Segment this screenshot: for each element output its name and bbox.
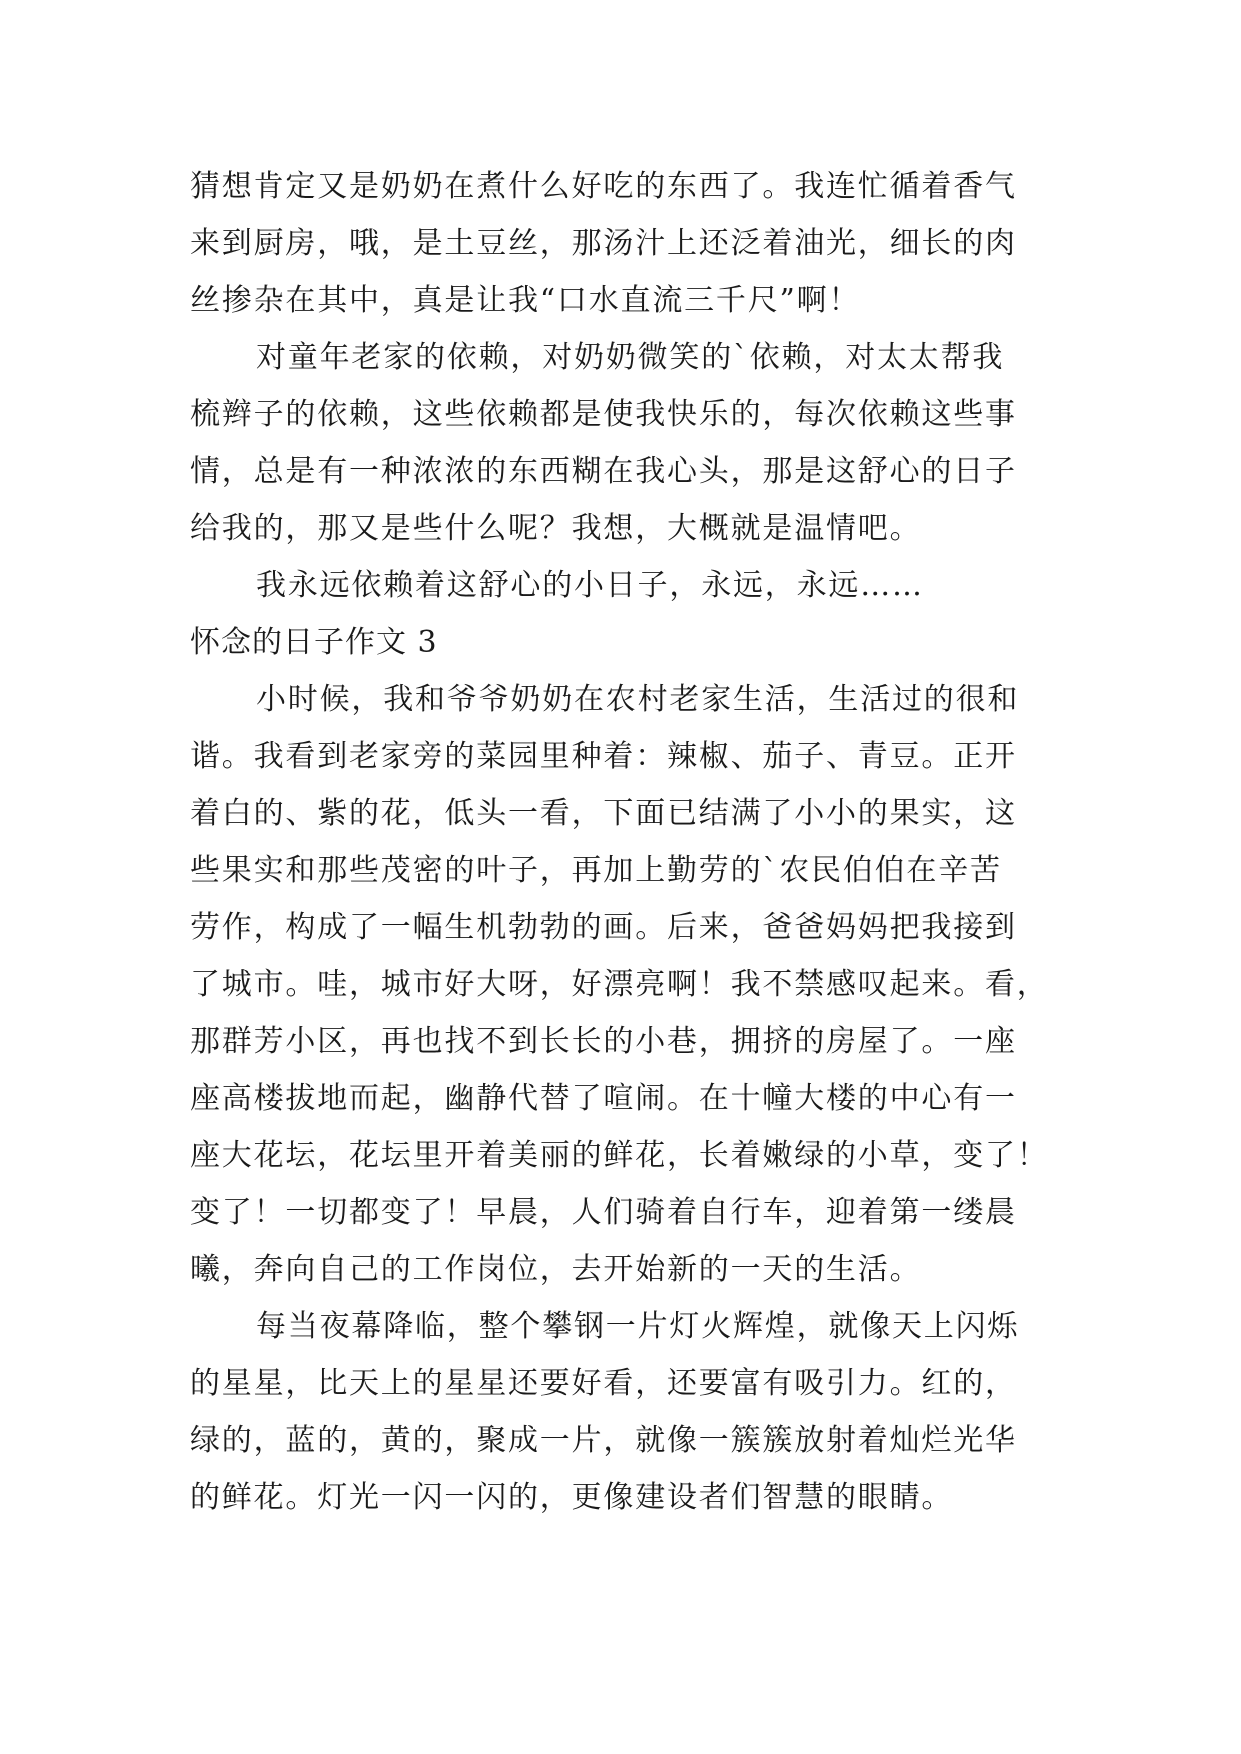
text-line: 谐。我看到老家旁的菜园里种着：辣椒、茄子、青豆。正开 (190, 739, 1017, 774)
text-line: 了城市。哇，城市好大呀，好漂亮啊！我不禁感叹起来。看， (190, 967, 1049, 1002)
text-line: 来到厨房，哦，是土豆丝，那汤汁上还泛着油光，细长的肉 (190, 226, 1017, 261)
text-line: 给我的，那又是些什么呢？我想，大概就是温情吧。 (190, 511, 922, 546)
text-line: 曦，奔向自己的工作岗位，去开始新的一天的生活。 (190, 1252, 922, 1287)
section-heading: 怀念的日子作文 3 (190, 625, 438, 660)
text-line: 情，总是有一种浓浓的东西糊在我心头，那是这舒心的日子 (190, 454, 1017, 489)
text-line: 劳作，构成了一幅生机勃勃的画。后来，爸爸妈妈把我接到 (190, 910, 1017, 945)
paragraph-first-line: 我永远依赖着这舒心的小日子，永远，永远…… (256, 568, 924, 603)
text-line: 丝掺杂在其中，真是让我“口水直流三千尺”啊！ (190, 283, 861, 318)
text-line: 那群芳小区，再也找不到长长的小巷，拥挤的房屋了。一座 (190, 1024, 1017, 1059)
text-line: 梳辫子的依赖，这些依赖都是使我快乐的，每次依赖这些事 (190, 397, 1017, 432)
paragraph-first-line: 对童年老家的依赖，对奶奶微笑的`依赖，对太太帮我 (256, 340, 1005, 375)
text-line: 的星星，比天上的星星还要好看，还要富有吸引力。红的， (190, 1366, 1017, 1401)
text-line: 绿的，蓝的，黄的，聚成一片，就像一簇簇放射着灿烂光华 (190, 1423, 1017, 1458)
paragraph-first-line: 每当夜幕降临，整个攀钢一片灯火辉煌，就像天上闪烁 (256, 1309, 1020, 1344)
text-line: 着白的、紫的花，低头一看，下面已结满了小小的果实，这 (190, 796, 1017, 831)
text-line: 些果实和那些茂密的叶子，再加上勤劳的`农民伯伯在辛苦 (190, 853, 1002, 888)
text-line: 的鲜花。灯光一闪一闪的，更像建设者们智慧的眼睛。 (190, 1480, 954, 1515)
paragraph-first-line: 小时候，我和爷爷奶奶在农村老家生活，生活过的很和 (256, 682, 1020, 717)
text-line: 变了！一切都变了！早晨，人们骑着自行车，迎着第一缕晨 (190, 1195, 1017, 1230)
text-line: 座高楼拔地而起，幽静代替了喧闹。在十幢大楼的中心有一 (190, 1081, 1017, 1116)
text-line: 座大花坛，花坛里开着美丽的鲜花，长着嫩绿的小草，变了！ (190, 1138, 1049, 1173)
document-body (190, 158, 1070, 1526)
text-line: 猜想肯定又是奶奶在煮什么好吃的东西了。我连忙循着香气 (190, 169, 1017, 204)
